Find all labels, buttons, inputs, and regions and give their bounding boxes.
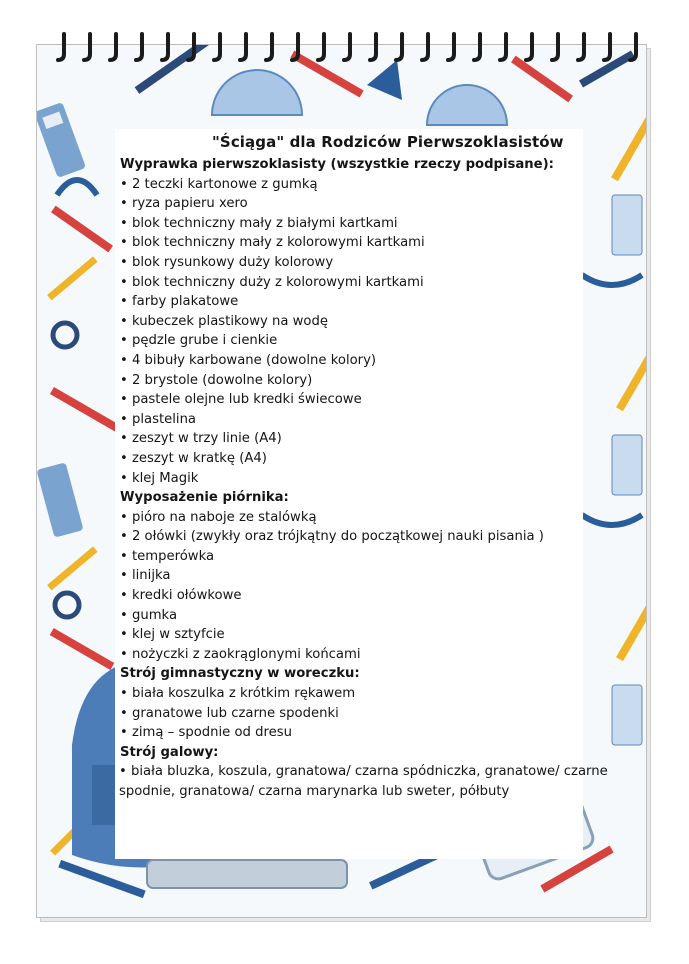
list-item: • temperówka <box>120 548 215 564</box>
list-item: • zeszyt w kratkę (A4) <box>120 450 267 466</box>
list-item: • 2 brystole (dowolne kolory) <box>120 372 313 388</box>
list-item: • biała bluzka, koszula, granatowa/ czarna spódniczka, granatowe/ czarne spodnie, granatowa/ czarna marynarka lub sweter, półbuty <box>119 764 608 799</box>
list-item: • farby plakatowe <box>120 294 239 310</box>
list-item: • blok rysunkowy duży kolorowy <box>120 254 334 270</box>
section-heading-formal-outfit: Strój galowy: <box>120 744 219 760</box>
spiral-binding <box>0 26 689 66</box>
list-item: • kredki ołówkowe <box>120 588 242 604</box>
list-item: • blok techniczny duży z kolorowymi kartkami <box>120 274 424 290</box>
page-title: "Ściąga" dla Rodziców Pierwszoklasistów <box>212 133 564 151</box>
list-item: • zimą – spodnie od dresu <box>120 725 292 741</box>
list-item: • 2 teczki kartonowe z gumką <box>120 176 318 192</box>
list-item: • granatowe lub czarne spodenki <box>120 705 339 721</box>
list-item: • gumka <box>120 607 178 623</box>
section-heading-supplies: Wyprawka pierwszoklasisty (wszystkie rzeczy podpisane): <box>120 157 554 172</box>
section-heading-pencil-case: Wyposażenie piórnika: <box>120 490 289 506</box>
list-item: • pióro na naboje ze stalówką <box>120 509 317 525</box>
list-item: • blok techniczny mały z kolorowymi kartkami <box>120 235 425 251</box>
list-item: • biała koszulka z krótkim rękawem <box>120 686 356 702</box>
list-item: • kubeczek plastikowy na wodę <box>120 313 328 329</box>
list-item: • linijka <box>120 568 171 584</box>
list-item: • ryza papieru xero <box>120 196 248 212</box>
formal-outfit-list <box>120 762 620 801</box>
list-item: • pastele olejne lub kredki świecowe <box>120 392 362 408</box>
list-item: • klej Magik <box>120 470 199 486</box>
list-item: • blok techniczny mały z białymi kartkami <box>120 215 398 231</box>
gym-outfit-list <box>120 684 620 743</box>
list-item: • 4 bibuły karbowane (dowolne kolory) <box>120 352 377 368</box>
list-item: • 2 ołówki (zwykły oraz trójkątny do początkowej nauki pisania ) <box>120 529 544 545</box>
list-item: • zeszyt w trzy linie (A4) <box>120 431 282 447</box>
list-item: • plastelina <box>120 411 197 427</box>
supplies-list <box>120 175 620 489</box>
list-item: • klej w sztyfcie <box>120 627 225 643</box>
section-heading-gym-outfit: Strój gimnastyczny w woreczku: <box>120 666 360 682</box>
list-item: • pędzle grube i cienkie <box>120 333 278 349</box>
pencil-case-list <box>120 508 620 665</box>
list-item: • nożyczki z zaokrąglonymi końcami <box>120 646 361 662</box>
document-content <box>120 133 620 802</box>
